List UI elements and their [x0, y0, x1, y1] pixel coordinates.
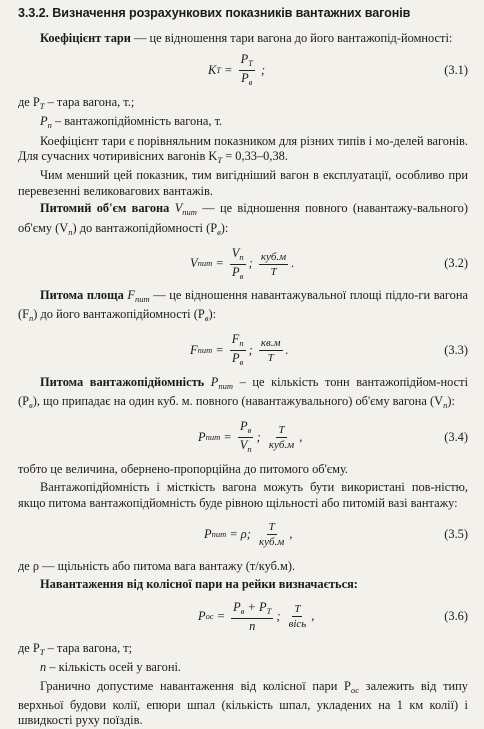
formula-expression: P пит = $\frac{P_в}{V_п}$ ; $\frac{Т}{\text{куб.м}}$ ,	[198, 419, 303, 455]
formula-number: (3.2)	[444, 256, 468, 271]
formula-expression: P пит = ρ ; $\frac{Т}{\text{куб.м}}$ ,	[204, 521, 293, 549]
paragraph-advantage: Чим менший цей показник, тим вигідніший вагон в експлуатації, особливо при перевезенні великовагових вантажів.	[18, 168, 468, 198]
formula-3-2	[18, 244, 468, 284]
formula-number: (3.4)	[444, 429, 468, 444]
paragraph-tare-comparison: Коефіцієнт тари є порівняльним показником для різних типів і мо-делей вагонів. Для сучасних чотиривісних вагонів $K_T = 0,33-0,38$.	[18, 133, 468, 166]
text: — це відношення тари вагона до його вантажопід-йомності:	[130, 31, 453, 46]
where-tare: де $P_T$ – тара вагона, т.;	[18, 94, 135, 111]
paragraph-specific-capacity: Питома вантажопідйомність $P_{пит}$ – це кількість тонн вантажопідйом-ності $(P_в)$, що припадає на один куб. м. повного (навантажувального) об'єму вагона $(V_п)$:	[18, 374, 469, 411]
paragraph-specific-area: Питома площа $F_{пит}$ — це відношення навантажувальної площі підло-ги вагона $(F_п)$ до його вантажопідйомності $(P_в)$:	[18, 288, 468, 324]
paragraph-limit-load: Гранично допустиме навантаження від колісної пари $P_{ос}$ залежить від типу верхньої будови колії, епюри шпал (кількість шпал, укладених на 1 км колії) і швидкості руху поїздів.	[18, 678, 468, 728]
formula-number: (3.6)	[444, 608, 468, 623]
formula-number: (3.1)	[444, 62, 468, 77]
document-page	[18, 6, 468, 729]
where-tare-2: де $P_T$ – тара вагона, т;	[18, 640, 133, 657]
formula-3-1	[18, 51, 468, 91]
where-capacity: $P_п$ – вантажопідйомність вагона, т.	[40, 114, 223, 131]
paragraph-density: де ρ — щільність або питома вага вантажу (т/куб.м).	[18, 558, 296, 573]
where-axles: n – кількість осей у вагоні.	[40, 660, 182, 675]
paragraph-tare-coefficient	[18, 31, 468, 46]
formula-3-3	[18, 331, 468, 371]
section-title: 3.3.2. Визначення розрахункових показників вантажних вагонів	[18, 6, 411, 20]
formula-3-4	[18, 418, 468, 458]
formula-expression: P ос = $\frac{P_в + P_T}{n}$ ; $\frac{Т}{\text{вісь}}$ ,	[198, 600, 315, 634]
paragraph-axle-load: Навантаження від колісної пари на рейки визначається:	[40, 577, 358, 592]
formula-expression: V пит = $\frac{V_п}{P_в}$ ; $\frac{\text{куб.м}}{Т}$ .	[190, 245, 295, 281]
formula-expression: F пит = $\frac{F_п}{P_в}$ ; $\frac{кв.м}{Т}$ .	[190, 332, 289, 368]
formula-3-6	[18, 597, 468, 637]
formula-expression: K T = $\frac{P_T}{P_в}$ ;	[208, 52, 266, 88]
term: Коефіцієнт тари	[40, 31, 131, 46]
formula-number: (3.5)	[444, 526, 468, 541]
formula-3-5	[18, 515, 468, 555]
paragraph-specific-volume: Питомий об'єм вагона $V_{пит}$ — це відношення повного (навантажу-вального) об'єму $(V_п)$ до вантажопідйомності $(P_в)$:	[18, 201, 469, 237]
paragraph-inverse: тобто це величина, обернено-пропорційна до питомого об'єму.	[18, 461, 349, 476]
paragraph-full-use: Вантажопідйомність і місткість вагона можуть бути використані пов-ністю, якщо питома вантажопідйомність буде рівною щільності або питомій вазі вантажу:	[18, 480, 468, 510]
formula-number: (3.3)	[444, 342, 468, 357]
